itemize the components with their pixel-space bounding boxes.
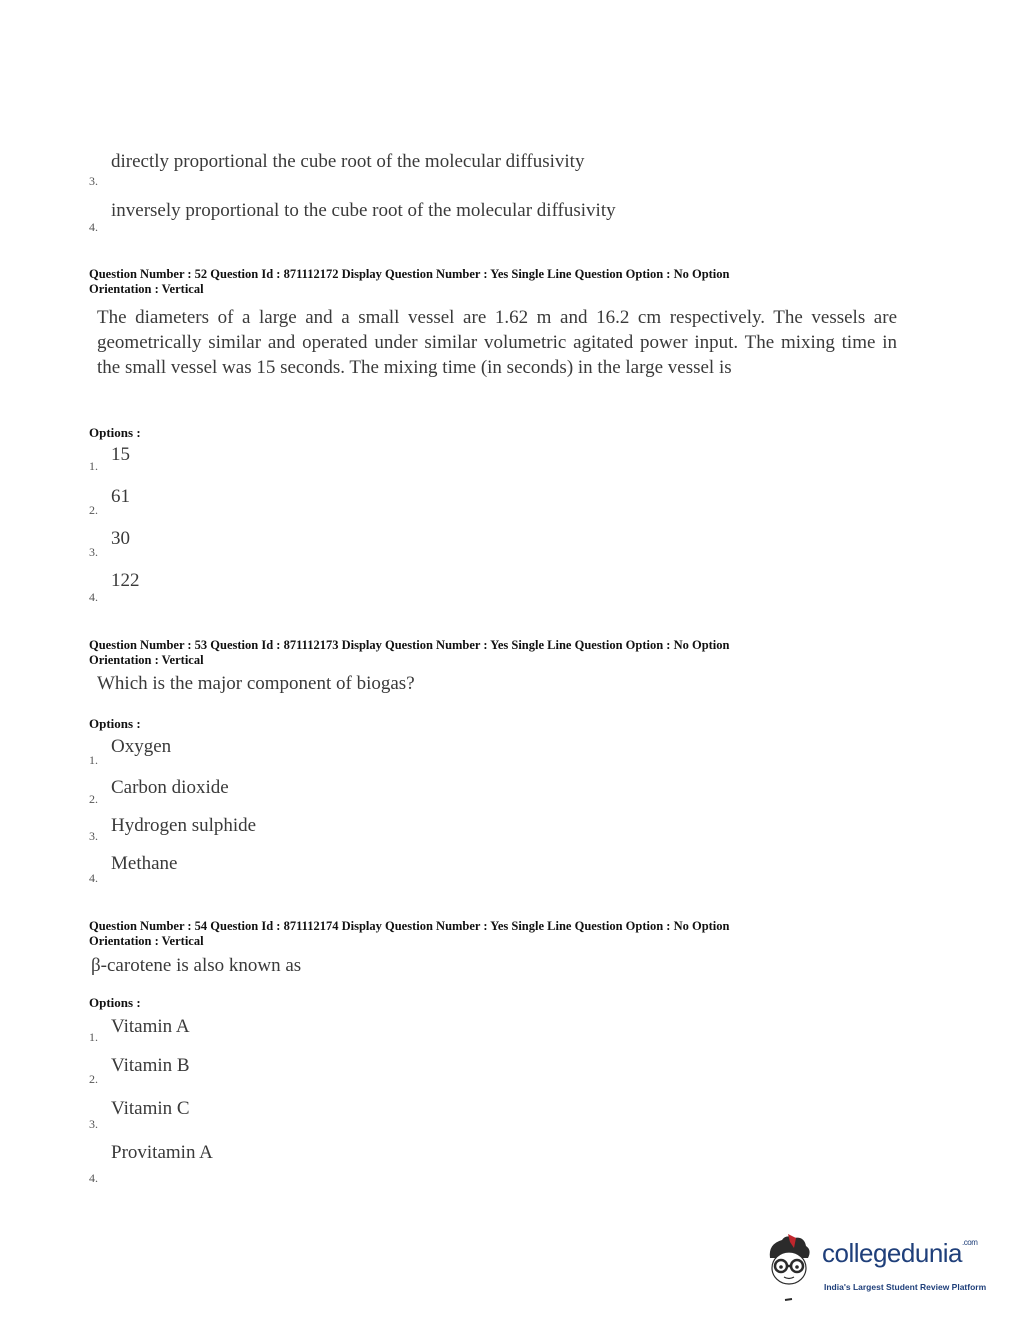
q53-option-4-number: 4. [89, 871, 98, 885]
q54-question-text: β-carotene is also known as [91, 955, 302, 976]
q52-option-2-text: 61 [111, 486, 130, 507]
q54-options-label: Options : [89, 995, 141, 1010]
q52-option-4-number: 4. [89, 590, 98, 604]
q52-meta-line1: Question Number : 52 Question Id : 871112172 Display Question Number : Yes Single Line Question Option : No Option [89, 267, 730, 281]
q53-question-text: Which is the major component of biogas? [97, 673, 415, 694]
q52-meta-line2: Orientation : Vertical [89, 282, 204, 296]
q54-option-2-text: Vitamin B [111, 1055, 190, 1076]
q54-option-3-text: Vitamin C [111, 1098, 190, 1119]
prev-option-4-text: inversely proportional to the cube root of the molecular diffusivity [111, 200, 616, 221]
logo-brand-suffix: .com [962, 1238, 978, 1247]
logo-brand-text [822, 1238, 977, 1269]
q53-options-label: Options : [89, 716, 141, 731]
q53-option-2-number: 2. [89, 792, 98, 806]
q54-option-4-number: 4. [89, 1171, 98, 1185]
q52-option-3-text: 30 [111, 528, 130, 549]
q53-option-4-text: Methane [111, 853, 178, 874]
q54-meta-line2: Orientation : Vertical [89, 934, 204, 948]
q53-option-1-number: 1. [89, 753, 98, 767]
q53-option-2-text: Carbon dioxide [111, 777, 229, 798]
q52-options-label: Options : [89, 425, 141, 440]
prev-option-3-number: 3. [89, 174, 98, 188]
q53-meta-line2: Orientation : Vertical [89, 653, 204, 667]
collegedunia-logo [760, 1232, 990, 1302]
logo-brand-name: collegedunia [822, 1238, 963, 1268]
prev-option-4-number: 4. [89, 220, 98, 234]
q53-meta-line1: Question Number : 53 Question Id : 871112173 Display Question Number : Yes Single Line Question Option : No Option [89, 638, 730, 652]
q52-meta [89, 267, 869, 297]
q53-meta [89, 638, 869, 668]
q52-option-3-number: 3. [89, 545, 98, 559]
logo-tagline: India's Largest Student Review Platform [824, 1282, 987, 1292]
student-mascot-icon [760, 1232, 820, 1304]
q53-option-3-text: Hydrogen sulphide [111, 815, 257, 836]
q54-meta-line1: Question Number : 54 Question Id : 871112174 Display Question Number : Yes Single Line Question Option : No Option [89, 919, 730, 933]
q54-meta [89, 919, 869, 949]
q54-option-2-number: 2. [89, 1072, 98, 1086]
q54-option-1-text: Vitamin A [111, 1016, 190, 1037]
q53-option-3-number: 3. [89, 829, 98, 843]
q54-option-4-text: Provitamin A [111, 1142, 213, 1163]
q53-option-1-text: Oxygen [111, 736, 172, 757]
q52-option-1-number: 1. [89, 459, 98, 473]
q54-option-1-number: 1. [89, 1030, 98, 1044]
q54-option-3-number: 3. [89, 1117, 98, 1131]
q52-option-1-text: 15 [111, 444, 130, 465]
q52-option-4-text: 122 [111, 570, 140, 591]
q52-question-text: The diameters of a large and a small vessel are 1.62 m and 16.2 cm respectively. The vessels are geometrically similar and operated under similar volumetric agitated power input. The mixing time in the small vessel was 15 seconds. The mixing time (in seconds) in the large vessel is [97, 307, 897, 378]
prev-option-3-text: directly proportional the cube root of the molecular diffusivity [111, 151, 585, 172]
q52-option-2-number: 2. [89, 503, 98, 517]
